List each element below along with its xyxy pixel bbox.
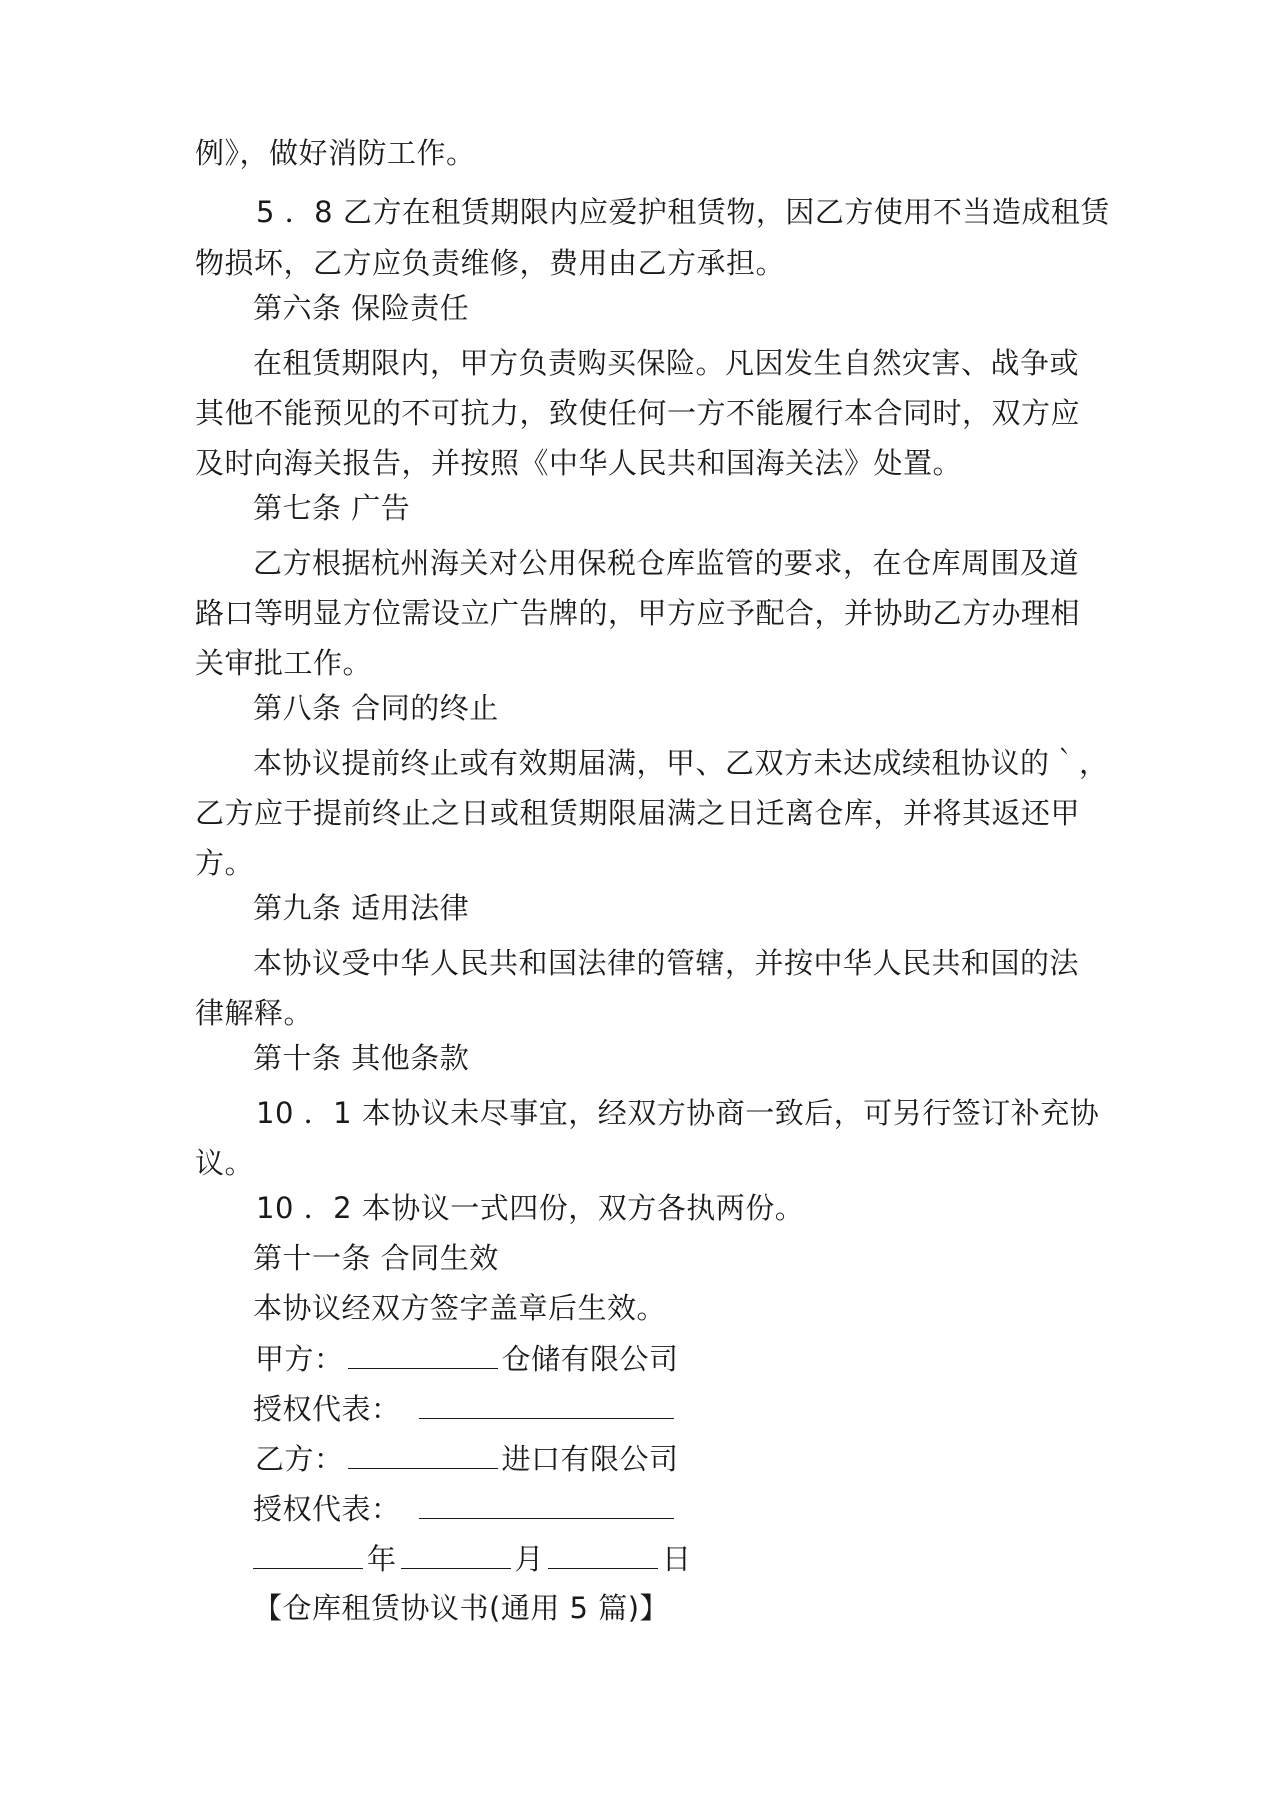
text-line: 在租赁期限内，甲方负责购买保险。凡因发生自然灾害、战争或 [253,346,1080,380]
clause-10-2: 10 ．2 本协议一式四份，双方各执两份。 [256,1191,805,1225]
party-b-suffix: 进口有限公司 [501,1442,679,1476]
text-line: 其他不能预见的不可抗力，致使任何一方不能履行本合同时，双方应 [195,396,1081,430]
party-a-label: 甲方： [255,1342,344,1376]
clause-10-1-line-1: 10 ．1 本协议未尽事宜，经双方协商一致后，可另行签订补充协 [256,1096,1100,1130]
text-line: 本协议受中华人民共和国法律的管辖，并按中华人民共和国的法 [253,946,1080,980]
text-line: 议。 [195,1146,255,1180]
text-line: 物损坏，乙方应负责维修，费用由乙方承担。 [195,246,786,280]
day-blank [548,1538,658,1569]
date-line [253,1538,692,1579]
party-b-label: 乙方： [255,1442,344,1476]
clause-5-8-line-1: 5 ．8 乙方在租赁期限内应爱护租赁物，因乙方使用不当造成租赁 [256,195,1110,229]
month-blank [401,1538,511,1569]
article-6-heading: 第六条 保险责任 [253,291,470,325]
party-b-line [255,1438,679,1479]
article-7-heading: 第七条 广告 [253,491,411,525]
article-10-heading: 第十条 其他条款 [253,1041,470,1075]
text-line: 本协议提前终止或有效期届满，甲、乙双方未达成续租协议的｀， [253,746,1109,780]
party-a-name-blank [348,1338,498,1369]
text-line: 律解释。 [195,996,314,1030]
rep-a-signature-blank [419,1388,674,1419]
text-line: 及时向海关报告，并按照《中华人民共和国海关法》处置。 [195,446,963,480]
text-line: 乙方根据杭州海关对公用保税仓库监管的要求，在仓库周围及道 [253,546,1080,580]
day-label: 日 [662,1542,692,1576]
text-line: 路口等明显方位需设立广告牌的，甲方应予配合，并协助乙方办理相 [195,596,1081,630]
text-line: 乙方应于提前终止之日或租赁期限届满之日迁离仓库，并将其返还甲 [195,796,1081,830]
footer-title: 【仓库租赁协议书(通用 5 篇)】 [253,1591,670,1625]
party-b-name-blank [348,1438,498,1469]
article-9-heading: 第九条 适用法律 [253,891,470,925]
article-11-heading: 第十一条 合同生效 [253,1241,499,1275]
text-line: 关审批工作。 [195,646,373,680]
rep-label: 授权代表： [253,1492,401,1526]
text-line: 方。 [195,846,255,880]
party-a-line [255,1338,679,1379]
year-label: 年 [367,1542,397,1576]
month-label: 月 [514,1542,545,1576]
rep-label: 授权代表： [253,1392,401,1426]
authorized-rep-b-line [253,1488,678,1529]
rep-b-signature-blank [419,1488,674,1519]
party-a-suffix: 仓储有限公司 [501,1342,679,1376]
year-blank [253,1538,363,1569]
authorized-rep-a-line [253,1388,678,1429]
text-line: 例》，做好消防工作。 [195,136,476,170]
article-8-heading: 第八条 合同的终止 [253,691,499,725]
text-line: 本协议经双方签字盖章后生效。 [253,1291,667,1325]
